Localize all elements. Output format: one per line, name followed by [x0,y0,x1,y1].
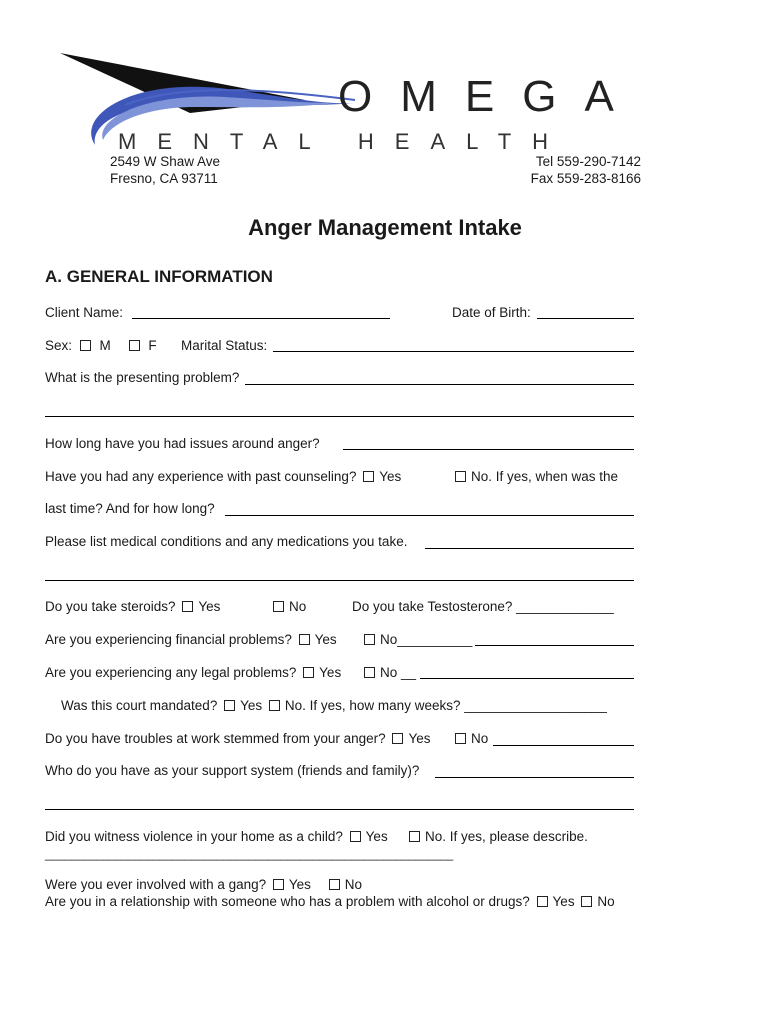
address-line1: 2549 W Shaw Ave [110,154,221,169]
dob-field[interactable] [537,318,634,319]
presenting-field[interactable] [245,384,634,385]
section-heading: A. GENERAL INFORMATION [45,267,273,286]
support-field-line2[interactable] [45,809,634,810]
steroids-yes-checkbox[interactable] [182,601,193,612]
support-label: Who do you have as your support system (friends and family)? [45,763,420,778]
gang-no-checkbox[interactable] [329,879,340,890]
gang-yes-checkbox[interactable] [273,879,284,890]
legal-yes-checkbox[interactable] [303,667,314,678]
steroids-row [45,599,220,615]
court-label: Was this court mandated? [61,698,218,713]
marital-field[interactable] [273,351,634,352]
financial-no-label: No__________ [380,632,473,647]
legal-row [45,665,341,681]
client-name-label: Client Name: [45,305,124,320]
financial-row [45,632,337,648]
relationship-no-checkbox[interactable] [581,896,592,907]
violence-no-checkbox[interactable] [409,831,420,842]
work-label: Do you have troubles at work stemmed from your anger? [45,731,386,746]
violence-label: Did you witness violence in your home as a child? [45,829,343,844]
medical-field[interactable] [425,548,634,549]
violence-yes-checkbox[interactable] [350,831,361,842]
sex-f-label: F [148,338,157,353]
steroids-label: Do you take steroids? [45,599,176,614]
sex-f-checkbox[interactable] [129,340,140,351]
legal-no-row [364,665,416,681]
past-counseling-yes-checkbox[interactable] [363,471,374,482]
past-counseling-no-label: No. If yes, when was the [471,469,619,484]
work-no-row [455,731,488,747]
gang-yes-label: Yes [288,877,311,892]
relationship-yes-label: Yes [552,894,575,909]
dob-label: Date of Birth: [452,305,531,320]
financial-no-checkbox[interactable] [364,634,375,645]
financial-label: Are you experiencing financial problems? [45,632,292,647]
client-name-field[interactable] [132,318,390,319]
court-no-label: No. If yes, how many weeks? ___________________ [284,698,607,713]
relationship-row [45,894,615,910]
testosterone-label: Do you take Testosterone? _____________ [352,599,614,614]
sex-m-label: M [99,338,111,353]
sex-m-checkbox[interactable] [80,340,91,351]
violence-no-row [409,829,588,845]
violence-describe-field[interactable]: ________________________________________________________________ [45,847,453,861]
legal-no-label: No __ [380,665,417,680]
sex-row [45,338,157,354]
court-no-checkbox[interactable] [269,700,280,711]
logo-subtitle: MENTAL HEALTH [118,129,570,154]
page-title: Anger Management Intake [248,215,522,240]
violence-no-label: No. If yes, please describe. [425,829,588,844]
last-time-label: last time? And for how long? [45,501,215,516]
legal-no-checkbox[interactable] [364,667,375,678]
last-time-field[interactable] [225,515,634,516]
how-long-label: How long have you had issues around anger? [45,436,320,451]
steroids-yes-label: Yes [198,599,221,614]
support-field[interactable] [435,777,634,778]
address-line2: Fresno, CA 93711 [110,171,218,186]
court-yes-label: Yes [240,698,263,713]
past-counseling-no-checkbox[interactable] [455,471,466,482]
how-long-field[interactable] [343,449,634,450]
past-counseling-label: Have you had any experience with past counseling? [45,469,357,484]
presenting-field-line2[interactable] [45,416,634,417]
violence-yes-label: Yes [365,829,388,844]
violence-row [45,829,388,845]
legal-field[interactable] [420,678,634,679]
gang-row [45,877,362,893]
work-row [45,731,430,747]
steroids-no-label: No [289,599,307,614]
fax: Fax 559-283-8166 [530,171,641,186]
relationship-no-label: No [597,894,615,909]
court-yes-checkbox[interactable] [224,700,235,711]
gang-label: Were you ever involved with a gang? [45,877,267,892]
financial-field[interactable] [475,645,634,646]
legal-yes-label: Yes [319,665,342,680]
work-yes-label: Yes [408,731,431,746]
medical-field-line2[interactable] [45,580,634,581]
legal-label: Are you experiencing any legal problems? [45,665,297,680]
work-yes-checkbox[interactable] [392,733,403,744]
past-counseling-yes-label: Yes [379,469,402,484]
marital-label: Marital Status: [181,338,268,353]
past-counseling-no-row [455,469,618,485]
steroids-no-row [273,599,306,615]
relationship-label: Are you in a relationship with someone who has a problem with alcohol or drugs? [45,894,530,909]
steroids-no-checkbox[interactable] [273,601,284,612]
work-field[interactable] [493,745,634,746]
financial-yes-checkbox[interactable] [299,634,310,645]
presenting-label: What is the presenting problem? [45,370,240,385]
work-no-checkbox[interactable] [455,733,466,744]
past-counseling-row [45,469,401,485]
telephone: Tel 559-290-7142 [535,154,641,169]
work-no-label: No [471,731,489,746]
financial-yes-label: Yes [314,632,337,647]
logo-word: OMEGA [338,72,642,121]
medical-label: Please list medical conditions and any medications you take. [45,534,408,549]
relationship-yes-checkbox[interactable] [537,896,548,907]
court-row [61,698,607,714]
gang-no-label: No [344,877,362,892]
financial-no-row [364,632,472,648]
sex-label: Sex: [45,338,73,353]
